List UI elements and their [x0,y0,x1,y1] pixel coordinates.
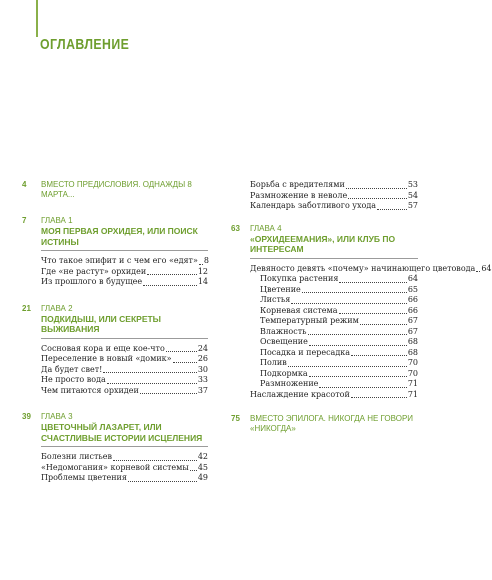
dot-leader [319,387,406,388]
page-number: 39 [22,412,31,421]
toc-block-content [41,216,208,288]
dot-leader [339,282,406,283]
toc-block [231,223,492,401]
entry-page-number: 45 [197,462,208,472]
dot-leader [348,198,407,199]
dot-leader [107,383,197,384]
entry-page-number: 67 [407,316,418,325]
chapter-title[interactable]: ПОДКИДЫШ, ИЛИ СЕКРЕТЫ ВЫЖИВАНИЯ [41,314,208,339]
chapter-title[interactable]: «ОРХИДЕЕМАНИЯ», ИЛИ КЛУБ ПО ИНТЕРЕСАМ [250,234,418,259]
dot-leader [309,376,407,377]
entry-title: Покупка растения [260,274,339,283]
entry-title: Подкормка [260,368,308,378]
page-number: 63 [231,223,240,233]
toc-block-content [41,412,208,484]
toc-entry[interactable] [41,365,208,376]
entry-page-number: 71 [407,379,418,388]
entry-page-number: 30 [197,364,208,374]
page-title: ОГЛАВЛЕНИЕ [40,36,130,53]
entry-title: Полив [260,358,287,367]
entry-page-number: 12 [197,266,208,276]
entry-page-number: 68 [407,337,418,346]
chapter-title[interactable]: МОЯ ПЕРВАЯ ОРХИДЕЯ, ИЛИ ПОИСК ИСТИНЫ [41,226,208,251]
dot-leader [476,271,480,272]
toc-entry[interactable] [41,452,208,463]
entry-title: Что такое эпифит и с чем его «едят» [41,256,198,265]
section-heading[interactable]: ВМЕСТО ПРЕДИСЛОВИЯ. ОДНАЖДЫ 8 МАРТА... [41,180,192,199]
toc-entry[interactable] [250,191,418,202]
toc-block [22,216,208,288]
toc-entry[interactable] [250,295,418,306]
toc-entry[interactable] [250,390,418,401]
toc-entry[interactable] [250,327,418,338]
dot-leader [288,366,407,367]
dot-leader [147,274,197,275]
page-number: 7 [22,216,27,225]
toc-block [22,412,208,484]
chapter-label: ГЛАВА 1 [41,216,73,225]
toc-entry[interactable] [250,180,418,191]
entry-title: Переселение в новый «домик» [41,354,172,363]
entry-page-number: 66 [407,305,418,315]
dot-leader [103,372,196,373]
toc-entry[interactable] [41,473,208,484]
entry-page-number: 65 [407,284,418,294]
toc-entry[interactable] [250,285,418,296]
toc-entry[interactable] [250,358,418,369]
chapter-title[interactable]: ЦВЕТОЧНЫЙ ЛАЗАРЕТ, ИЛИ СЧАСТЛИВЫЕ ИСТОРИИ ИСЦЕЛЕНИЯ [41,422,208,447]
dot-leader [140,393,197,394]
dot-leader [128,481,197,482]
entry-title: Девяносто девять «почему» начинающего цветовода [250,263,476,273]
section-heading[interactable]: ВМЕСТО ЭПИЛОГА. НИКОГДА НЕ ГОВОРИ «НИКОГДА» [250,414,414,433]
entry-title: Болезни листьев [41,452,112,461]
toc-block-content [250,180,418,212]
entry-title: Календарь заботливого ухода [250,201,377,210]
dot-leader [302,292,407,293]
toc-block-content [41,180,208,200]
toc-block [22,304,208,397]
toc-entry[interactable] [250,369,418,380]
entry-page-number: 14 [197,277,208,286]
dot-leader [351,355,407,356]
toc-entry[interactable] [250,316,418,327]
toc-entry[interactable] [250,274,418,285]
page-number: 75 [231,414,240,423]
entry-title: Листья [260,295,291,304]
page-number: 4 [22,180,27,189]
entry-page-number: 71 [407,389,418,399]
page-number: 21 [22,303,31,313]
entry-title: Чем питаются орхидеи [41,385,139,395]
toc-entry[interactable] [41,267,208,278]
entry-page-number: 8 [203,256,209,265]
entry-title: Влажность [260,326,307,336]
entry-title: Цветение [260,284,301,294]
dot-leader [173,362,197,363]
toc-left-column [22,180,208,484]
toc-entry[interactable] [41,375,208,386]
entry-page-number: 33 [197,375,208,384]
top-rule [36,0,38,37]
toc-entry[interactable] [250,379,418,390]
entry-title: Да будет свет! [41,364,103,374]
toc-entry[interactable] [250,306,418,317]
entry-title: Корневая система [260,305,338,315]
entry-title: Размножение в неволе [250,190,348,200]
dot-leader [360,324,407,325]
entry-page-number: 66 [407,295,418,304]
entry-title: Где «не растут» орхидеи [41,266,147,276]
entry-page-number: 37 [197,385,208,395]
dot-leader [291,303,406,304]
toc-right-column [231,180,492,434]
entry-page-number: 67 [407,326,418,336]
entry-page-number: 70 [407,368,418,378]
toc-entry[interactable] [250,348,418,359]
entry-title: Проблемы цветения [41,473,127,482]
toc-entry[interactable] [250,263,492,275]
entry-title: «Недомогания» корневой системы [41,462,189,472]
entry-page-number: 26 [197,354,208,363]
dot-leader [377,209,407,210]
dot-leader [143,285,197,286]
toc-entry[interactable] [41,256,208,267]
toc-block [231,180,418,212]
entry-page-number: 64 [407,274,418,283]
entry-page-number: 57 [407,201,418,210]
dot-leader [339,313,407,314]
dot-leader [309,345,407,346]
chapter-label: ГЛАВА 2 [41,303,73,313]
chapter-label: ГЛАВА 4 [250,223,282,233]
entry-page-number: 24 [197,343,208,353]
entry-title: Посадка и пересадка [260,347,351,357]
entry-page-number: 64 [481,263,492,273]
chapter-label: ГЛАВА 3 [41,412,73,421]
toc-block [231,414,418,434]
entry-title: Из прошлого в будущее [41,277,143,286]
dot-leader [166,351,197,352]
entry-title: Размножение [260,379,319,388]
toc-block-content [250,414,418,434]
entry-title: Не просто вода [41,375,106,384]
dot-leader [351,397,407,398]
entry-title: Освещение [260,337,308,346]
entry-title: Борьба с вредителями [250,180,345,189]
toc-entry[interactable] [41,277,208,288]
entry-title: Температурный режим [260,316,359,325]
toc-entry[interactable] [41,344,208,355]
toc-entry[interactable] [41,386,208,397]
dot-leader [190,470,197,471]
dot-leader [113,460,197,461]
toc-entry[interactable] [41,354,208,365]
dot-leader [308,334,407,335]
entry-page-number: 70 [407,358,418,367]
toc-block [22,180,208,200]
entry-page-number: 68 [407,347,418,357]
entry-page-number: 54 [407,190,418,200]
entry-page-number: 49 [197,473,208,482]
entry-page-number: 53 [407,180,418,189]
entry-title: Наслаждение красотой [250,389,350,399]
toc-entry[interactable] [41,463,208,474]
toc-block-content [250,223,492,401]
entry-title: Сосновая кора и еще кое-что [41,343,165,353]
entry-page-number: 42 [197,452,208,461]
toc-entry[interactable] [250,337,418,348]
dot-leader [199,264,203,265]
toc-entry[interactable] [250,201,418,212]
dot-leader [346,188,407,189]
toc-block-content [41,304,208,397]
